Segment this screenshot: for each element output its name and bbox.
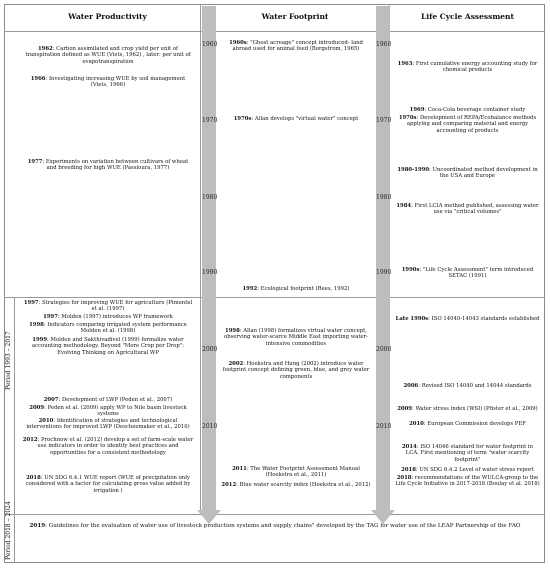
wf-year-2012: 2012: [221, 482, 237, 488]
lca-year-2018a: 2018: [401, 467, 416, 473]
wp-text-1999: : Molden and Sakthivadivel (1999) formalize water accounting methodology. Beyond "More Crop per Drop": Evolving Thinking on Agricultural WP: [31, 337, 185, 356]
year-label-1970-left: 1970: [202, 117, 218, 124]
period-label-2018-2024: Period 2018 – 2024: [5, 501, 12, 560]
wp-text-1962: : Carbon assimilated and crop yield per unit of transpiration defined as WUE (Viets, 1962) , later: per unit of evapotranspiration: [25, 46, 191, 65]
final-text-2019: : Guidelines for the evaluation of water use of livestock production systems and supply chains" developed by the TAG for water use of the LEAP Partnership of the FAO: [45, 523, 521, 529]
lca-entry-2018a: [395, 467, 540, 473]
wf-year-2011: 2011: [232, 466, 247, 472]
lca-entry-1969: [395, 107, 540, 113]
lca-text-2014: : ISO 14046 standard for water footprint in LCA. First mentioning of term "water scarcity footprint": [405, 444, 534, 463]
lca-text-2018b: : recommendations of the WULCA-group to the Life Cycle Initiative in 2017-2018 (Boulay et al. 2018): [395, 475, 540, 488]
wp-text-1997b: : Molden (1997) introduces WP framework: [57, 314, 173, 320]
wp-entry-1977: [22, 159, 194, 172]
column-divider-left: [200, 4, 201, 514]
wp-entry-2018: [22, 475, 194, 494]
wf-entry-2012: [220, 482, 372, 488]
final-year-2019: 2019: [29, 523, 46, 529]
year-label-2010-left: 2010: [202, 423, 218, 430]
wf-year-1960s: 1960s: [229, 40, 247, 46]
lca-year-1969: 1969: [409, 107, 425, 113]
lca-entry-2018b: [395, 475, 540, 488]
wf-entry-2011: [220, 466, 372, 479]
wp-entry-2010: [22, 418, 194, 431]
lca-year-1984: 1984: [396, 203, 412, 209]
wp-text-1998: : Indicators comparing irrigated system performance Molden et al. (1998): [43, 322, 187, 335]
wp-year-2010: 2010: [38, 418, 54, 424]
lca-text-2009: : Water stress index (WSI) (Pfister et al., 2009): [411, 406, 538, 412]
wp-year-2012: 2012: [22, 437, 38, 443]
year-label-1990-right: 1990: [376, 269, 392, 276]
wp-entry-2012: [22, 437, 194, 456]
wp-year-2007: 2007: [43, 397, 59, 403]
lca-text-2006: : Revised ISO 14040 and 14044 standards: [418, 383, 532, 389]
lca-text-late-1990s: : ISO 14040-14043 standards established: [428, 316, 540, 322]
lca-entry-late-1990s: [395, 316, 540, 322]
wp-entry-1997a: [22, 300, 194, 313]
wf-text-1992: : Ecological footprint (Rees, 1992): [257, 286, 350, 292]
timeline-arrow-right-head: [371, 510, 395, 524]
wp-entry-1962: [22, 46, 194, 65]
wp-year-1997a: 1997: [23, 300, 39, 306]
wf-entry-1970s: [220, 116, 372, 122]
wf-entry-2002: [220, 361, 372, 380]
wp-text-1997a: : Strategies for improving WUE for agriculture (Pimentel et al. (1997): [38, 300, 193, 313]
column-header-water-productivity: Water Productivity: [68, 12, 147, 21]
lca-year-2014: 2014: [401, 444, 417, 450]
lca-entry-1990s: [395, 267, 540, 280]
wp-entry-1998: [22, 322, 194, 335]
wp-year-1977: 1977: [27, 159, 43, 165]
lca-entry-2006: [395, 383, 540, 389]
wf-year-1970s: 1970s: [233, 116, 252, 122]
lca-text-1980: : Uncoordinated method development in the USA and Europe: [429, 167, 538, 180]
wf-entry-1998: [220, 328, 372, 347]
lca-text-2018a: : UN SDG 6.4.2 Level of water stress report: [415, 467, 534, 473]
wp-text-2010: : Identification of strategies and technological interventions for improved LWP (Descheemaker et al., 2010): [26, 418, 190, 431]
wf-text-2012: : Blue water scarcity index (Hoekstra et al., 2012): [236, 482, 371, 488]
wp-entry-2007: [22, 397, 194, 403]
wf-text-2002: : Hoekstra and Hung (2002) introduce water footprint concept defining green, blue, and grey water components: [222, 361, 370, 380]
lca-year-2009: 2009: [397, 406, 412, 412]
lca-entry-2010: [395, 421, 540, 427]
wf-year-2002: 2002: [228, 361, 244, 367]
wp-entry-1966: [22, 76, 194, 89]
lca-year-1970s: 1970s: [398, 115, 417, 121]
header-rule: [4, 31, 545, 32]
timeline-arrow-left-shaft: [202, 6, 216, 510]
timeline-arrow-left-head: [197, 510, 221, 524]
wp-year-1997b: 1997: [43, 314, 58, 320]
wf-entry-1992: [220, 286, 372, 292]
year-label-2010-right: 2010: [376, 423, 392, 430]
period-label-1993-2017: Period 1993 – 2017: [5, 331, 12, 390]
final-entry-2019: [10, 523, 540, 529]
lca-year-1980: 1980-1990: [397, 167, 430, 173]
year-label-1960-right: 1960: [376, 41, 392, 48]
wf-text-1970s: : Allan develops "virtual water" concept: [251, 116, 359, 122]
lca-year-1963: 1963: [397, 61, 413, 67]
lca-text-1984: : First LCIA method published, assessing water use via "critical volumes": [411, 203, 539, 216]
period-2018-rule: [4, 514, 545, 515]
lca-entry-1963: [395, 61, 540, 74]
year-label-1980-right: 1980: [376, 194, 392, 201]
wf-text-2011: : The Water Footprint Assessment Manual (Hoekstra et al., 2011): [246, 466, 360, 479]
wf-text-1998: : Allan (1998) formalizes virtual water concept, observing water-scarce Middle East importing water-intensive commodities: [224, 328, 368, 347]
wp-year-1962: 1962: [37, 46, 53, 52]
wf-year-1998: 1998: [225, 328, 240, 334]
year-label-1960-left: 1960: [202, 41, 218, 48]
lca-text-1963: : First cumulative energy accounting study for chemical products: [412, 61, 538, 74]
wp-entry-1999: [22, 337, 194, 356]
lca-text-1970s: : Development of REPA/Ecobalance methods applying and comparing material and energy accounting of products: [406, 115, 537, 134]
lca-year-2018b: 2018: [396, 475, 412, 481]
year-label-1970-right: 1970: [376, 117, 392, 124]
wp-text-1977: : Experiments on variation between cultivars of wheat and breeding for high WUE (Passioura, 1977): [42, 159, 189, 172]
wp-text-2018: : UN SDG 6.4.1 WUE report (WUE of precipitation only considered with a factor for calculating gross value added by irrigation ): [25, 475, 191, 494]
wp-year-1999: 1999: [32, 337, 48, 343]
wp-year-1966: 1966: [30, 76, 46, 82]
lca-year-2006: 2006: [403, 383, 419, 389]
wp-text-2007: : Development of LWP (Peden et al., 2007): [58, 397, 173, 403]
lca-text-2010: : European Commission develops PEF: [423, 421, 526, 427]
year-label-1980-left: 1980: [202, 194, 218, 201]
column-header-water-footprint: Water Footprint: [261, 12, 329, 21]
lca-entry-2009: [395, 406, 540, 412]
wp-text-2012: : Prochnow et al. (2012) develop a set of farm-scale water use indicators in order to identify best practices and opportunities for a consistent methodology: [37, 437, 194, 456]
lca-entry-1984: [395, 203, 540, 216]
year-label-1990-left: 1990: [202, 269, 218, 276]
wf-entry-1960s: [220, 40, 372, 53]
wp-year-1998: 1998: [29, 322, 44, 328]
wp-year-2018: 2018: [26, 475, 41, 481]
lca-year-late-1990s: Late 1990s: [395, 316, 429, 322]
wp-year-2009: 2009: [29, 405, 45, 411]
column-header-life-cycle-assessment: Life Cycle Assessment: [421, 12, 514, 21]
wp-text-2009: : Peden et al. (2009) apply WP to Nile basin livestock systems: [44, 405, 187, 418]
wf-year-1992: 1992: [242, 286, 258, 292]
lca-entry-1970s: [395, 115, 540, 134]
year-label-2000-left: 2000: [202, 346, 218, 353]
lca-year-2010: 2010: [409, 421, 424, 427]
wp-entry-2009: [22, 405, 194, 418]
lca-year-1990s: 1990s: [401, 267, 420, 273]
wf-text-1960s: : "Ghost acreage" concept introduced- land abroad used for animal feed (Borgstrom, 1965): [232, 40, 363, 53]
period-1993-rule: [4, 297, 545, 298]
timeline-arrow-right-shaft: [376, 6, 390, 510]
lca-entry-1980: [395, 167, 540, 180]
lca-entry-2014: [395, 444, 540, 463]
wp-text-1966: : Investigating increasing WUE by soil management (Viets, 1966): [45, 76, 186, 89]
year-label-2000-right: 2000: [376, 346, 392, 353]
lca-text-1969: : Coca-Cola beverage container study: [424, 107, 526, 113]
wp-entry-1997b: [22, 314, 194, 320]
lca-text-1990s: : "Life Cycle Assessment" term introduced SETAC (1991): [419, 267, 534, 280]
